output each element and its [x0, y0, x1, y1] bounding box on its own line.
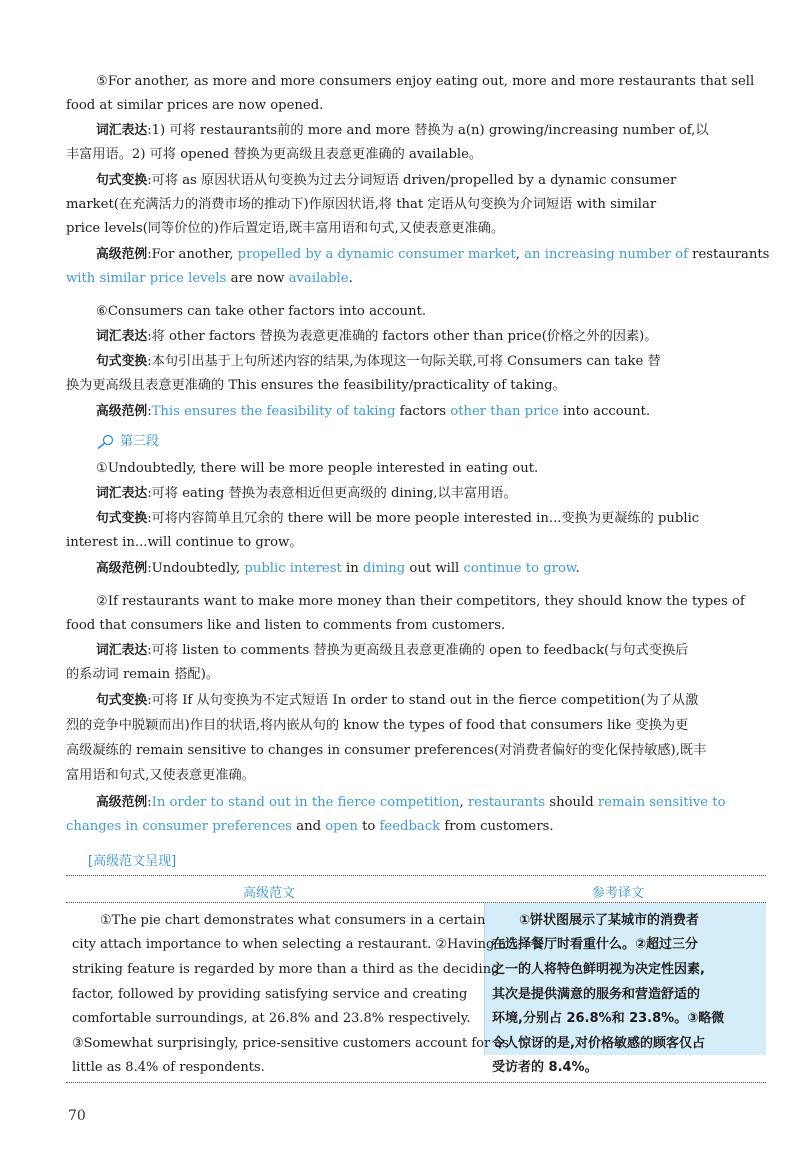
- highlight: available: [288, 271, 349, 286]
- example-text: .: [348, 271, 353, 286]
- example-text: to: [357, 819, 380, 834]
- note-text: :1) 可将 restaurants前的 more and more 替换为 a(n) growing/increasing number of,以: [147, 123, 709, 138]
- highlight: open: [325, 819, 358, 834]
- highlight: feedback: [379, 819, 441, 834]
- example-line: [66, 818, 554, 835]
- vocab-note: [96, 122, 709, 139]
- example-line: [96, 560, 580, 577]
- example-text: .: [575, 561, 580, 576]
- vocab-note: [96, 485, 517, 502]
- example-label: 高级范例: [96, 561, 148, 576]
- note-text: :本句引出基于上句所述内容的结果,为体现这一句际关联,可将 Consumers can take 替: [147, 354, 661, 369]
- sentence-note: [96, 172, 676, 189]
- highlight: changes in consumer preferences: [66, 819, 293, 834]
- example-text: should: [545, 795, 598, 810]
- translation-line: ①饼状图展示了某城市的消费者: [519, 913, 700, 928]
- highlight: public interest: [244, 561, 342, 576]
- highlight: with similar price levels: [66, 271, 227, 286]
- highlight: other than price: [450, 404, 559, 419]
- sentence-label: 句式变换: [96, 693, 148, 708]
- translation-line: 受访者的 8.4%。: [492, 1060, 598, 1075]
- translation-line: 在选择餐厅时看重什么。②超过三分: [492, 937, 699, 952]
- highlight: dining: [362, 561, 406, 576]
- model-essay-heading: [高级范文呈现]: [88, 854, 177, 869]
- original-sentence: ⑥Consumers can take other factors into account.: [96, 304, 427, 319]
- essay-line: city attach importance to when selecting a restaurant. ②Having a: [72, 937, 507, 952]
- original-sentence: ①Undoubtedly, there will be more people interested in eating out.: [96, 461, 539, 476]
- example-line: [96, 403, 650, 420]
- note-text: :可将内容简单且冗余的 there will be more people interested in...变换为更凝练的 public: [147, 511, 700, 526]
- note-text: :可将 listen to comments 替换为更高级且表意更准确的 open to feedback(与句式变换后: [147, 643, 689, 658]
- section-title: 第三段: [120, 434, 160, 449]
- sentence-label: 句式变换: [96, 511, 148, 526]
- vocab-label: 词汇表达: [96, 329, 148, 344]
- original-sentence: ⑤For another, as more and more consumers enjoy eating out, more and more restaurants that sell: [96, 74, 755, 89]
- note-text: price levels(同等价位的)作后置定语,既丰富用语和句式,又使表意更准确。: [66, 221, 505, 236]
- vocab-note: [96, 328, 658, 345]
- top-divider: [66, 875, 766, 876]
- example-line: [66, 270, 353, 287]
- example-label: 高级范例: [96, 795, 148, 810]
- highlight: continue to grow: [463, 561, 576, 576]
- example-label: 高级范例: [96, 247, 148, 262]
- vocab-label: 词汇表达: [96, 123, 148, 138]
- original-sentence: food at similar prices are now opened.: [66, 98, 324, 113]
- essay-line: factor, followed by providing satisfying service and creating: [72, 987, 468, 1002]
- example-text: restaurants: [687, 247, 770, 262]
- vocab-label: 词汇表达: [96, 643, 148, 658]
- note-text: interest in...will continue to grow。: [66, 535, 303, 550]
- essay-line: ①The pie chart demonstrates what consumers in a certain: [100, 913, 486, 928]
- essay-line: ③Somewhat surprisingly, price-sensitive customers account for as: [72, 1036, 509, 1051]
- note-text: :可将 If 从句变换为不定式短语 In order to stand out in the fierce competition(为了从激: [147, 693, 699, 708]
- highlight: restaurants: [467, 795, 546, 810]
- highlight: In order to stand out in the fierce competition: [151, 795, 460, 810]
- essay-line: little as 8.4% of respondents.: [72, 1060, 265, 1075]
- note-text: 烈的竞争中脱颖而出)作目的状语,将内嵌从句的 know the types of food that consumers like 变换为更: [66, 718, 689, 733]
- example-text: are now: [226, 271, 289, 286]
- note-text: :可将 as 原因状语从句变换为过去分词短语 driven/propelled by a dynamic consumer: [147, 173, 677, 188]
- section-heading: [96, 430, 159, 450]
- right-column-header: 参考译文: [592, 886, 645, 901]
- vocab-note: [96, 642, 688, 659]
- sentence-label: 句式变换: [96, 354, 148, 369]
- example-text: :: [147, 795, 152, 810]
- page-number: 70: [68, 1108, 86, 1124]
- translation-line: 令人惊讶的是,对价格敏感的顾客仅占: [492, 1036, 705, 1051]
- vocab-label: 词汇表达: [96, 486, 148, 501]
- highlight: remain sensitive to: [597, 795, 726, 810]
- essay-line: comfortable surroundings, at 26.8% and 23.8% respectively.: [72, 1011, 471, 1026]
- sentence-note: [96, 353, 661, 370]
- sentence-label: 句式变换: [96, 173, 148, 188]
- note-text: :可将 eating 替换为表意相近但更高级的 dining,以丰富用语。: [147, 486, 517, 501]
- example-text: ,: [459, 795, 468, 810]
- example-text: and: [292, 819, 326, 834]
- note-text: 换为更高级且表意更准确的 This ensures the feasibility/practicality of taking。: [66, 378, 566, 393]
- magnifier-icon: [96, 434, 116, 450]
- bottom-divider: [66, 1082, 766, 1083]
- highlight: an increasing number of: [524, 247, 688, 262]
- essay-line: striking feature is regarded by more than a third as the deciding: [72, 962, 500, 977]
- translation-line: 环境,分别占 26.8%和 23.8%。③略微: [492, 1011, 725, 1026]
- original-sentence: ②If restaurants want to make more money than their competitors, they should know the types of: [96, 594, 745, 609]
- highlight: This ensures the feasibility of taking: [151, 404, 396, 419]
- translation-line: 其次是提供满意的服务和营造舒适的: [492, 987, 701, 1002]
- example-label: 高级范例: [96, 404, 148, 419]
- translation-line: 之一的人将特色鲜明视为决定性因素,: [492, 962, 705, 977]
- note-text: market(在充满活力的消费市场的推动下)作原因状语,将 that 定语从句变换为介词短语 with similar: [66, 197, 657, 212]
- note-text: 富用语和句式,又使表意更准确。: [66, 768, 255, 783]
- sentence-note: [96, 692, 698, 709]
- left-column-header: 高级范文: [243, 886, 296, 901]
- example-text: from customers.: [440, 819, 554, 834]
- highlight: propelled by a dynamic consumer market: [237, 247, 516, 262]
- original-sentence: food that consumers like and listen to comments from customers.: [66, 618, 506, 633]
- example-text: ,: [515, 247, 525, 262]
- example-text: :Undoubtedly,: [147, 561, 245, 576]
- note-text: 丰富用语。2) 可将 opened 替换为更高级且表意更准确的 available。: [66, 147, 483, 162]
- example-line: [96, 246, 769, 263]
- example-text: out will: [405, 561, 464, 576]
- sentence-note: [96, 510, 699, 527]
- note-text: 的系动词 remain 搭配)。: [66, 667, 220, 682]
- example-text: factors: [395, 404, 451, 419]
- example-text: :: [147, 404, 152, 419]
- note-text: :将 other factors 替换为表意更准确的 factors other than price(价格之外的因素)。: [147, 329, 658, 344]
- example-text: :For another,: [147, 247, 238, 262]
- example-text: into account.: [558, 404, 651, 419]
- example-text: in: [341, 561, 363, 576]
- note-text: 高级凝练的 remain sensitive to changes in consumer preferences(对消费者偏好的变化保持敏感),既丰: [66, 743, 707, 758]
- example-line: [96, 794, 726, 811]
